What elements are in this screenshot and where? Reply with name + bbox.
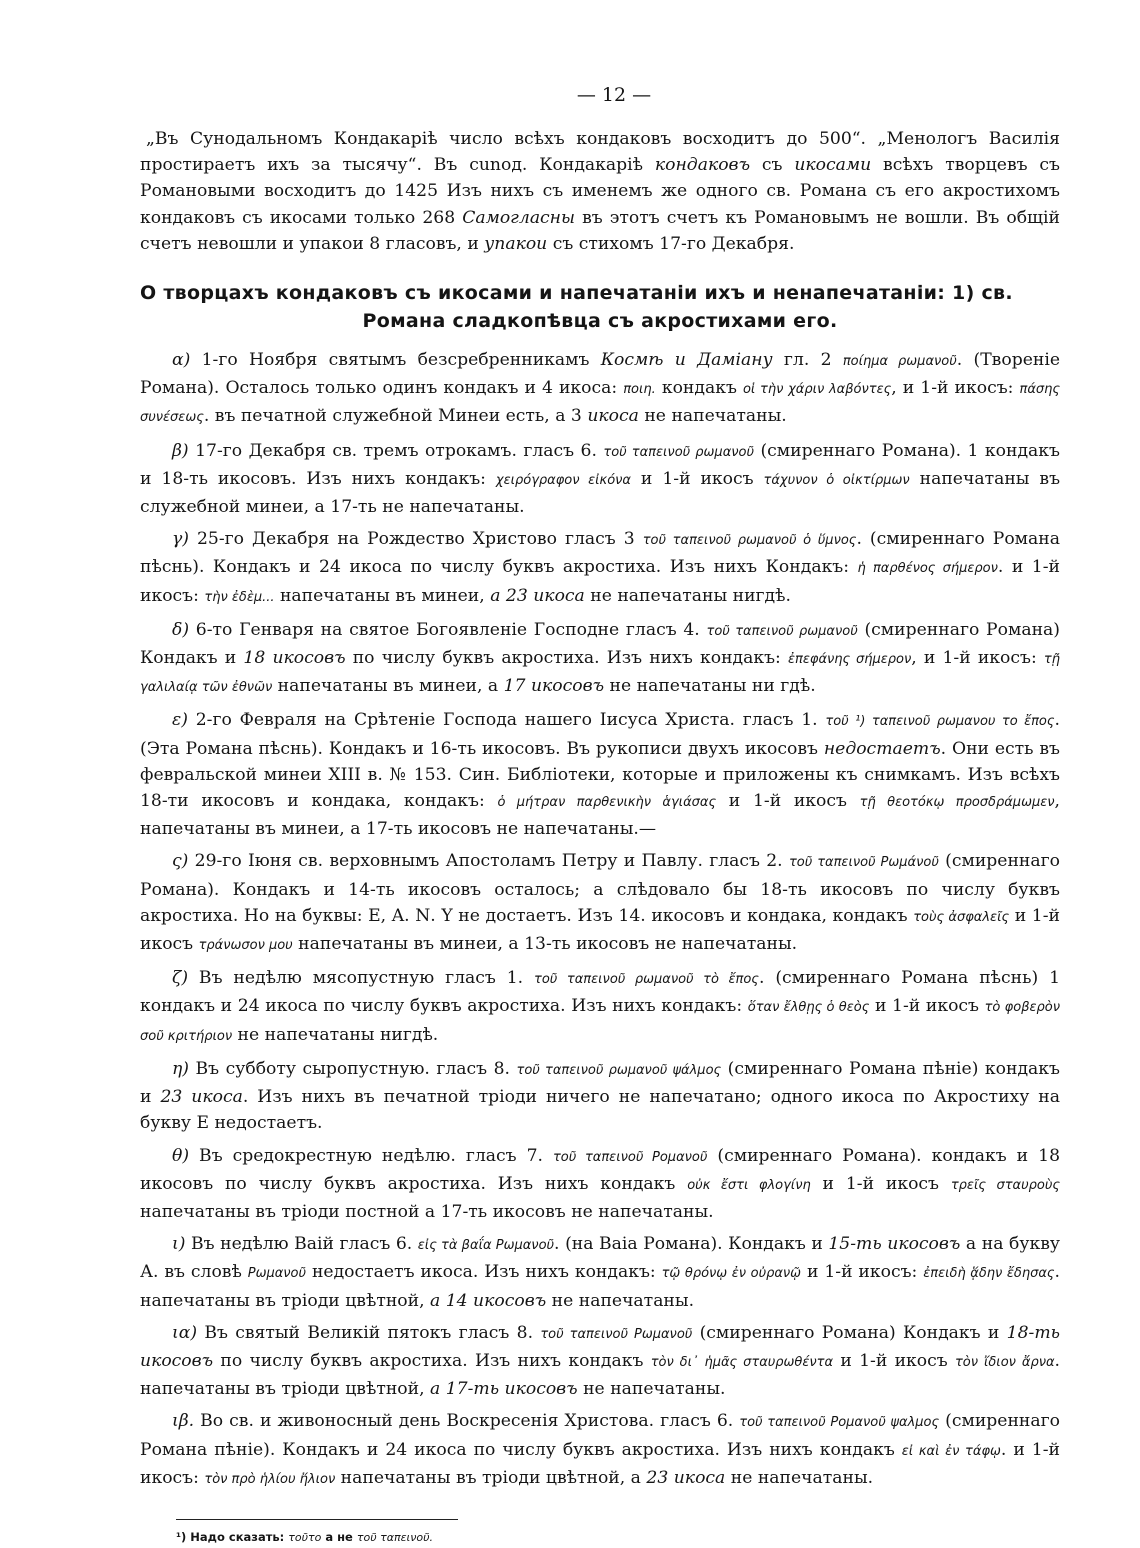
entry-greek-text: πάσης συνέσεως [140, 382, 1061, 426]
entry-text: 25-го Декабря на Рождество Христово гласъ 3 [188, 529, 643, 550]
entry-label: ς) [172, 851, 189, 872]
entry-text: не напечатаны ни гдѣ. [604, 676, 816, 697]
intro-italic-4: упакои [484, 233, 548, 254]
entry-text: напечатаны въ служебной минеи, а 17-ть не напечатаны. [140, 468, 1061, 518]
entry-text: не напечатаны. [638, 406, 787, 427]
entry-text: 2-го Февраля на Срѣтеніе Господа нашего Іисуса Христа. гласъ 1. [187, 710, 826, 731]
entry-text: . (смиреннаго Романа пѣснь) 1 кондакъ и 24 икоса по числу буквъ акростиха. Изъ нихъ кондакъ: [140, 968, 1061, 1017]
entry-text: (смиреннаго Романа пѣніе) кондакъ и [140, 1058, 1060, 1108]
entry-greek-text: τὴν ἐδὲμ... [204, 589, 275, 605]
entry-label: ι) [172, 1234, 186, 1255]
entry-paragraph [140, 707, 1060, 842]
entry-greek-text: τράνωσον μου [198, 938, 293, 954]
entry-greek-text: τὸ φοβερὸν σοῦ κριτήριον [140, 1000, 1061, 1044]
section-title [140, 279, 1060, 335]
entry-italic-text: 17 икосовъ [503, 676, 605, 697]
entry-italic-text: 15-ть икосовъ [828, 1234, 961, 1255]
entry-paragraph [140, 617, 1060, 702]
entry-greek-text: τρεῖς σταυροὺς [950, 1177, 1061, 1193]
entry-paragraph [140, 1408, 1060, 1493]
entry-greek-text: Ρωμανοῦ [247, 1266, 307, 1282]
entry-paragraph [140, 438, 1060, 521]
entry-text: , и 1-й икосъ: [911, 648, 1044, 669]
entry-greek-text: τοῦ ταπεινοῦ ρωμανοῦ [706, 623, 858, 639]
entry-text: напечатаны въ тріоди цвѣтной, а [335, 1467, 647, 1488]
entry-text: напечатаны въ тріоди постной а 17-ть икосовъ не напечатаны. [140, 1201, 714, 1222]
entry-greek-text: οἱ τὴν χάριν λαβόντες [742, 382, 892, 398]
entry-text: не напечатаны нигдѣ. [232, 1024, 439, 1045]
entry-greek-text: τὸν ἴδιον ἄρνα [954, 1354, 1055, 1370]
entry-greek-text: τοῦ ταπεινοῦ ρωμανοῦ ὁ ὕμνος [642, 533, 857, 549]
entries-list [140, 347, 1060, 1493]
entry-text: Въ недѣлю Ваій гласъ 6. [185, 1234, 418, 1255]
entry-paragraph [140, 1143, 1060, 1226]
entry-text: , напечатаны въ минеи, а 17-ть икосовъ не напечатаны.— [140, 791, 1060, 840]
entry-label: ε) [172, 710, 188, 731]
entry-greek-text: τοῦ ταπεινοῦ ρωμανοῦ ψάλμος [516, 1062, 722, 1078]
entry-text: 29-го Іюня св. верховнымъ Апостоламъ Петру и Павлу. гласъ 2. [188, 851, 789, 872]
entry-greek-text: ὅταν ἔλθῃς ὁ θεὸς [747, 1000, 870, 1016]
footnote-divider [176, 1519, 458, 1520]
entry-text: . (Твореніе Романа). Осталось только одинъ кондакъ и 4 икоса: [140, 350, 1060, 399]
entry-greek-text: ἡ παρθένος σήμερον [857, 561, 998, 577]
footnote [176, 1530, 1060, 1544]
entry-greek-text: τοῦ ¹) ταπεινοῦ ρωμανου το ἔπος [825, 714, 1055, 730]
entry-text: не напечатаны. [577, 1379, 726, 1400]
entry-greek-text: τοῦ ταπεινοῦ Ρομανοῦ ψαλμος [739, 1415, 940, 1431]
entry-italic-text: 18 икосовъ [243, 648, 346, 669]
entry-text: гл. 2 [772, 350, 843, 371]
section-title-line-2: Романа сладкопѣвца съ акростихами его. [362, 310, 838, 333]
footnote-greek-1: τοῦτο [288, 1530, 322, 1544]
entry-greek-text: τοῦ ταπεινοῦ Ρομανοῦ [552, 1149, 708, 1165]
entry-text: напечатаны въ минеи, а 13-ть икосовъ не напечатаны. [292, 934, 798, 955]
entry-text: по числу буквъ акростиха. Изъ нихъ кондакъ [213, 1350, 651, 1371]
entry-text: Въ недѣлю мясопустную гласъ 1. [188, 968, 535, 989]
entry-text: кондакъ [655, 378, 743, 399]
entry-text: и 1-й икосъ: [801, 1262, 924, 1283]
entry-label: γ) [172, 529, 189, 550]
entry-text: (смиреннаго Романа) Кондакъ и [140, 619, 1060, 669]
entry-paragraph [140, 347, 1060, 432]
entry-greek-text: τάχυνον ὁ οἰκτίρμων [763, 472, 910, 488]
entry-text: . (на Ваіа Романа). Кондакъ и [554, 1234, 829, 1255]
entry-text: и 1-й икосъ [631, 468, 764, 489]
entry-greek-text: ποιη. [623, 382, 656, 398]
entry-text: не напечатаны. [725, 1467, 874, 1488]
entry-text: 17-го Декабря св. тремъ отрокамъ. гласъ 6. [188, 440, 604, 461]
entry-italic-text: 23 икоса [646, 1467, 726, 1488]
entry-paragraph [140, 848, 1060, 959]
entry-paragraph [140, 1056, 1060, 1137]
entry-paragraph [140, 526, 1060, 611]
entry-label: η) [172, 1058, 190, 1079]
intro-paragraph [140, 126, 1060, 257]
entry-paragraph [140, 1320, 1060, 1403]
footnote-mid: а не [321, 1529, 357, 1544]
entry-label: θ) [172, 1145, 190, 1166]
entry-text: и 1-й икосъ [716, 791, 860, 812]
section-title-line-1: О творцахъ кондаковъ съ икосами и напечатаніи ихъ и ненапечатаніи: 1) св. [140, 282, 1013, 305]
document-page [140, 84, 1060, 1544]
entry-paragraph [140, 965, 1060, 1050]
entry-text: недостаетъ икоса. Изъ нихъ кондакъ: [306, 1262, 662, 1283]
entry-text: (смиреннаго Романа). 1 кондакъ и 18-ть икосовъ. Изъ нихъ кондакъ: [140, 440, 1060, 489]
entry-text: 6-то Генваря на святое Богоявленіе Господне гласъ 4. [189, 619, 707, 640]
entry-text: . (смиреннаго Романа пѣснь). Кондакъ и 24 икоса по числу буквъ акростиха. Изъ нихъ Кондакъ: [140, 529, 1061, 578]
entry-text: . и 1-й икосъ: [140, 557, 1060, 606]
entry-italic-text: недостаетъ [823, 738, 941, 759]
entry-italic-text: а 14 икосовъ [430, 1290, 547, 1311]
entry-greek-text: τοῦ ταπεινοῦ ρωμανοῦ [603, 444, 754, 460]
entry-italic-text: а 17-ть икосовъ [430, 1379, 578, 1400]
entry-label: β) [172, 440, 189, 461]
entry-text: . и 1-й икосъ: [140, 1439, 1060, 1488]
entry-text: (смиреннаго Романа). кондакъ и 18 икосовъ по числу буквъ акростиха. Изъ нихъ кондакъ [140, 1145, 1061, 1194]
intro-text-4: въ этотъ счетъ къ Романовымъ не вошли. Въ общій счетъ невошли и упакои 8 гласовъ, и [140, 207, 1060, 254]
entry-greek-text: τοῦ ταπεινοῦ Ρωμανοῦ [540, 1326, 693, 1342]
intro-italic-2: икосами [794, 155, 872, 176]
entry-text: не напечатаны нигдѣ. [584, 585, 791, 606]
entry-italic-text: 23 икоса [160, 1087, 243, 1108]
entry-text: и 1-й икосъ [869, 996, 985, 1017]
entry-text: по числу буквъ акростиха. Изъ нихъ кондакъ: [345, 648, 788, 669]
footnote-greek-2: τοῦ ταπεινοῦ. [356, 1530, 433, 1544]
entry-greek-text: ἐπειδὴ ᾅδην ἔδησας [923, 1266, 1055, 1282]
entry-label: ιβ. [172, 1411, 195, 1432]
entry-italic-text: Космѣ и Даміану [600, 350, 773, 371]
entry-greek-text: τὸν πρὸ ἡλίου ἥλιον [204, 1471, 336, 1487]
entry-greek-text: ποίημα ρωμανοῦ [842, 354, 957, 370]
entry-greek-text: ὁ μήτραν παρθενικὴν ἁγιάσας [497, 795, 717, 811]
entry-text: напечатаны въ минеи, а [272, 676, 504, 697]
entry-greek-text: εἰ καὶ ἐν τάφῳ [901, 1443, 1001, 1459]
entry-text: . въ печатной служебной Минеи есть, а 3 [203, 406, 588, 427]
intro-italic-3: Самогласны [462, 207, 576, 228]
entry-greek-text: τῷ θρόνῳ ἐν οὐρανῷ [661, 1266, 802, 1282]
footnote-text: ¹) Надо сказать: [176, 1529, 289, 1544]
entry-text: . Они есть въ февральской минеи XIII в. № 153. Син. Библіотеки, которые и приложены къ снимкамъ. Изъ всѣхъ 18-ти икосовъ и кондака, кондакъ: [140, 738, 1060, 812]
entry-text: Въ субботу сыропустную. гласъ 8. [189, 1058, 517, 1079]
entry-text: . напечатаны въ тріоди цвѣтной, [140, 1262, 1061, 1311]
intro-italic-1: кондаковъ [654, 155, 751, 176]
intro-text-3: всѣхъ творцевъ съ Романовыми восходитъ до 1425 Изъ нихъ съ именемъ же одного св. Романа съ его акростихомъ кондаковъ съ икосами только 268 [140, 155, 1060, 228]
intro-text-2: съ [750, 155, 795, 176]
entry-greek-text: τοὺς ἀσφαλεῖς [913, 909, 1010, 925]
entry-greek-text: εἰς τὰ βαΐα Ρωμανοῦ [417, 1238, 555, 1254]
entry-greek-text: οὐκ ἔστι φλογίνη [687, 1177, 811, 1193]
entry-label: ια) [172, 1322, 198, 1343]
entry-greek-text: ἐπεφάνης σήμερον [788, 652, 912, 668]
entry-text: не напечатаны. [546, 1290, 695, 1311]
intro-text-1: „Въ Сунодальномъ Кондакаріѣ число всѣхъ кондаковъ восходитъ до 500“. „Менологъ Василія простираетъ ихъ за тысячу“. Въ сunод. Кондакаріѣ [140, 129, 1060, 176]
entry-label: δ) [172, 619, 190, 640]
entry-italic-text: а 23 икоса [490, 585, 585, 606]
entry-text: , и 1-й икосъ: [891, 378, 1020, 399]
entry-italic-text: икоса [587, 406, 639, 427]
entry-paragraph [140, 1231, 1060, 1314]
entry-greek-text: τοῦ ταπεινοῦ ρωμανοῦ τὸ ἔπος [534, 972, 759, 988]
entry-text: (смиреннаго Романа пѣніе). Кондакъ и 24 икоса по числу буквъ акростиха. Изъ нихъ кондакъ [140, 1411, 1060, 1460]
entry-text: (смиреннаго Романа). Кондакъ и 14-ть икосовъ осталось; а слѣдовало бы 18-ть икосовъ по числу буквъ акростиха. Но на буквы: Ε, Α. Ν. Υ не достаетъ. Изъ 14. икосовъ и кондака, кондакъ [140, 851, 1060, 926]
entry-text: Въ святый Великій пятокъ гласъ 8. [197, 1322, 541, 1343]
entry-label: α) [172, 350, 191, 371]
entry-text: и 1-й икосъ [833, 1350, 955, 1371]
entry-label: ζ) [172, 968, 189, 989]
entry-greek-text: τῇ θεοτόκῳ προσδράμωμεν [859, 795, 1055, 811]
entry-italic-text: 18-ть икосовъ [140, 1322, 1060, 1371]
entry-greek-text: τοῦ ταπεινοῦ Ρωμάνοῦ [788, 855, 939, 871]
entry-text: напечатаны въ минеи, [274, 585, 491, 606]
entry-text: и 1-й икосъ [140, 905, 1060, 955]
entry-text: 1-го Ноября святымъ безсребренникамъ [190, 350, 601, 371]
entry-greek-text: χειρόγραφον εἰκόνα [495, 472, 631, 488]
entry-text: . Изъ нихъ въ печатной тріоди ничего не напечатано; одного икоса по Акростиху на букву Е недостаетъ. [140, 1087, 1061, 1134]
entry-greek-text: τὸν δι᾽ ἡμᾶς σταυρωθέντα [650, 1354, 834, 1370]
entry-text: Во св. и живоносный день Воскресенія Христова. гласъ 6. [194, 1411, 740, 1432]
intro-text-5: съ стихомъ 17-го Декабря. [547, 233, 795, 254]
entry-greek-text: τῇ γαλιλαίᾳ τῶν ἐθνῶν [140, 652, 1060, 696]
entry-text: и 1-й икосъ [810, 1173, 951, 1194]
entry-text: а на букву А. въ словѣ [140, 1234, 1060, 1283]
entry-text: Въ средокрестную недѣлю. гласъ 7. [189, 1145, 553, 1166]
entry-text: (смиреннаго Романа) Кондакъ и [692, 1322, 1007, 1343]
entry-text: . (Эта Романа пѣснь). Кондакъ и 16-ть икосовъ. Въ рукописи двухъ икосовъ [140, 710, 1060, 759]
page-number: — 12 — [576, 84, 652, 106]
entry-text: . напечатаны въ тріоди цвѣтной, [140, 1350, 1060, 1400]
